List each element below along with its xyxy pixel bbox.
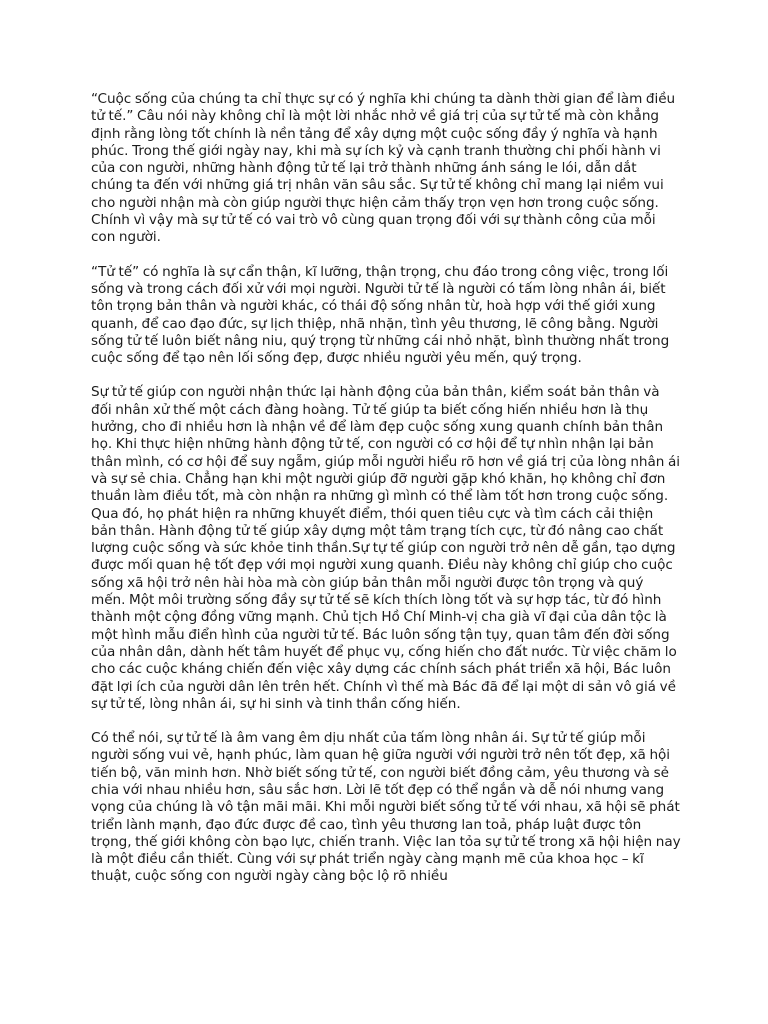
document-page [91, 91, 681, 903]
paragraph-definition: “Tử tế” có nghĩa là sự cẩn thận, kĩ lưỡng, thận trọng, chu đáo trong công việc, trong lối sống và trong cách đối xử với mọi người. Người tử tế là người có tấm lòng nhân ái, biết tôn trọng bản thân và người khác, có thái độ sống nhân từ, hoà hợp với thế giới xung quanh, để cao đạo đức, sự lịch thiệp, nhã nhặn, tình yêu thương, lẽ công bằng. Người sống tử tế luôn biết nâng niu, quý trọng từ những cái nhỏ nhặt, bình thường nhất trong cuộc sống để tạo nên lối sống đẹp, được nhiều người yêu mến, quý trọng. [91, 263, 670, 367]
paragraph-intro: “Cuộc sống của chúng ta chỉ thực sự có ý nghĩa khi chúng ta dành thời gian để làm điều tử tế.” Câu nói này không chỉ là một lời nhắc nhở về giá trị của sự tử tế mà còn khẳng định rằng lòng tốt chính là nền tảng để xây dựng một cuộc sống đầy ý nghĩa và hạnh phúc. Trong thế giới ngày nay, khi mà sự ích kỷ và cạnh tranh thường chi phối hành vi của con người, những hành động tử tế lại trở thành những ánh sáng le lói, dẫn dắt chúng ta đến với những giá trị nhân văn sâu sắc. Sự tử tế không chỉ mang lại niềm vui cho người nhận mà còn giúp người thực hiện cảm thấy trọn vẹn hơn trong cuộc sống. Chính vì vậy mà sự tử tế có vai trò vô cùng quan trọng đối với sự thành công của mỗi con người. [91, 91, 676, 246]
paragraph-conclusion: Có thể nói, sự tử tế là âm vang êm dịu nhất của tấm lòng nhân ái. Sự tử tế giúp mỗi người sống vui vẻ, hạnh phúc, làm quan hệ giữa người với người trở nên tốt đẹp, xã hội tiến bộ, văn minh hơn. Nhờ biết sống tử tế, con người biết đồng cảm, yêu thương và sẻ chia với nhau nhiều hơn, sâu sắc hơn. Lời lẽ tốt đẹp có thể ngắn và dễ nói nhưng vang vọng của chúng là vô tận mãi mãi. Khi mỗi người biết sống tử tế với nhau, xã hội sẽ phát triển lành mạnh, đạo đức được đề cao, tình yêu thương lan toả, pháp luật được tôn trọng, thế giới không còn bạo lực, chiến tranh. Việc lan tỏa sự tử tế trong xã hội hiện nay là một điều cần thiết. Cùng với sự phát triển ngày càng mạnh mẽ của khoa học – kĩ thuật, cuộc sống con người ngày càng bộc lộ rõ nhiều [91, 730, 681, 885]
paragraph-benefits: Sự tử tế giúp con người nhận thức lại hành động của bản thân, kiểm soát bản thân và đối nhân xử thế một cách đàng hoàng. Tử tế giúp ta biết cống hiến nhiều hơn là thụ hưởng, cho đi nhiều hơn là nhận về để làm đẹp cuộc sống xung quanh chính bản thân họ. Khi thực hiện những hành động tử tế, con người có cơ hội để tự nhìn nhận lại bản thân mình, có cơ hội để suy ngẫm, giúp mỗi người hiểu rõ hơn về giá trị của lòng nhân ái và sự sẻ chia. Chẳng hạn khi một người giúp đỡ người gặp khó khăn, họ không chỉ đơn thuần làm điều tốt, mà còn nhận ra những gì mình có thể làm tốt hơn trong cuộc sống. Qua đó, họ phát hiện ra những khuyết điểm, thói quen tiêu cực và tìm cách cải thiện bản thân. Hành động tử tế giúp xây dựng một tâm trạng tích cực, từ đó nâng cao chất lượng cuộc sống và sức khỏe tinh thần.Sự tự tế giúp con người trở nên dễ gần, tạo dựng được mối quan hệ tốt đẹp với mọi người xung quanh. Điều này không chỉ giúp cho cuộc sống xã hội trở nên hài hòa mà còn giúp bản thân mỗi người được tôn trọng và quý mến. Một môi trường sống đầy sự tử tế sẽ kích thích lòng tốt và sự hợp tác, từ đó hình thành một cộng đồng vững mạnh. Chủ tịch Hồ Chí Minh-vị cha già vĩ đại của dân tộc là một hình mẫu điển hình của người tử tế. Bác luôn sống tận tụy, quan tâm đến đời sống của nhân dân, dành hết tâm huyết để phục vụ, cống hiến cho đất nước. Từ việc chăm lo cho các cuộc kháng chiến đến việc xây dựng các chính sách phát triển xã hội, Bác luôn đặt lợi ích của người dân lên trên hết. Chính vì thế mà Bác đã để lại một di sản vô giá về sự tử tế, lòng nhân ái, sự hi sinh và tinh thần cống hiến. [91, 384, 680, 712]
